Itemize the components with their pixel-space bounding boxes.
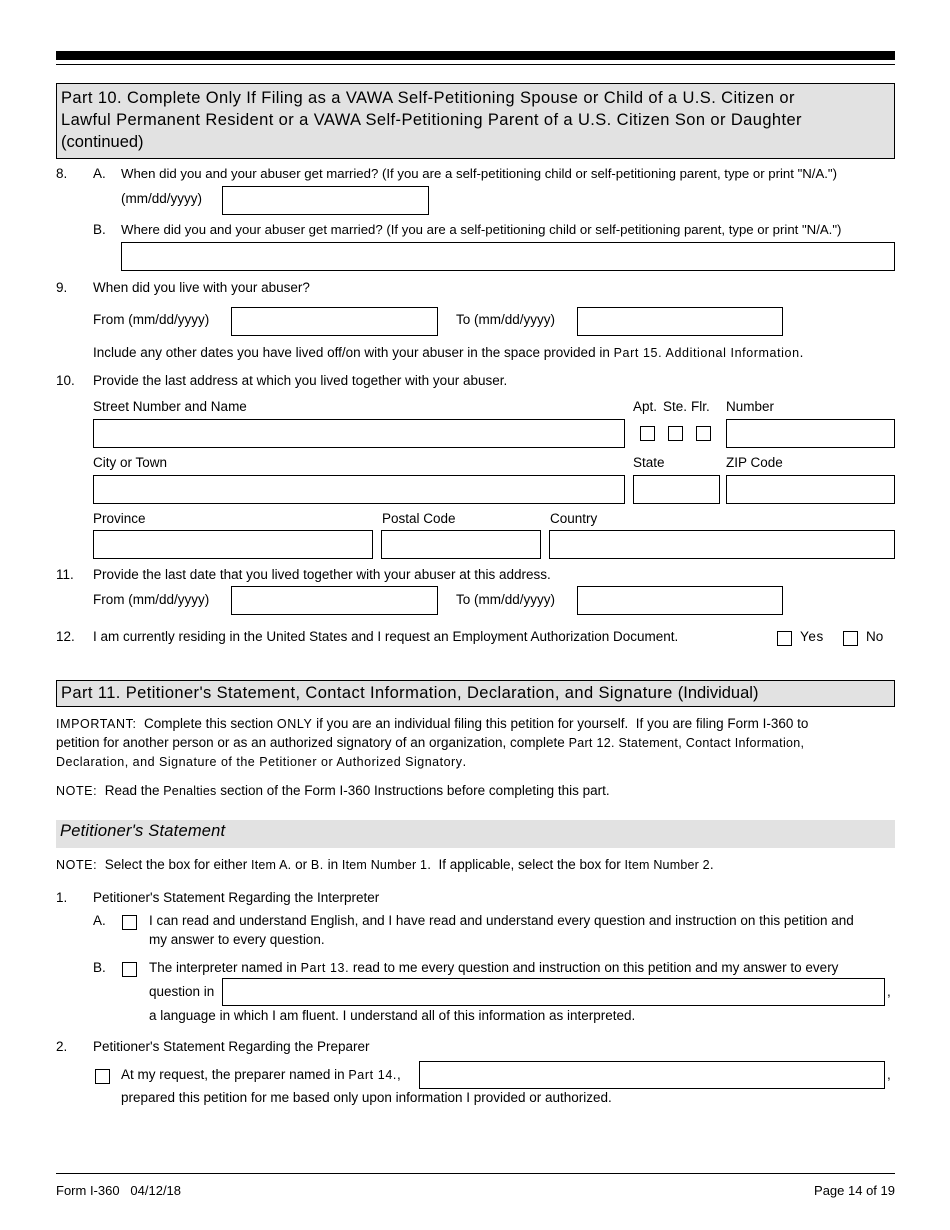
q9-note (93, 344, 803, 362)
statement-heading: Petitioner's Statement (60, 822, 226, 840)
q12-question: I am currently residing in the United States and I request an Employment Authorization Document. (93, 629, 679, 644)
part11-note-b: section of the Form I-360 Instructions before completing this part. (216, 783, 610, 798)
part10-header-line2: Lawful Permanent Resident or a VAWA Self-Petitioning Parent of a U.S. Citizen Son or Daughter (61, 111, 802, 129)
important-ref2: Declaration, and Signature of the Petitioner or Authorized Signatory (56, 755, 463, 769)
ste-label: Ste. (663, 399, 688, 414)
q9-note-ref: Part 15. Additional Information (613, 346, 800, 360)
s1b-text-b: read to me every question and instruction on this petition and my answer to every (349, 960, 839, 975)
part11-note (56, 782, 610, 800)
flr-label: Flr. (691, 399, 710, 414)
important-end: . (462, 754, 467, 769)
q11-to-label: To (mm/dd/yyyy) (456, 592, 556, 607)
s1b-language-input[interactable] (222, 978, 885, 1006)
s2-ref: Part 14. (348, 1068, 397, 1082)
q9-question: When did you live with your abuser? (93, 280, 310, 295)
q9-note-end: . (799, 345, 804, 360)
zip-input[interactable] (726, 475, 895, 504)
q9-to-label: To (mm/dd/yyyy) (456, 312, 556, 327)
statement-note-c: in (323, 857, 342, 872)
q10-number: 10. (56, 373, 75, 388)
important-text-a: Complete this section (136, 716, 277, 731)
q8-number: 8. (56, 166, 68, 181)
part11-note-ref: Penalties (163, 784, 217, 798)
s1b-letter: B. (93, 960, 106, 975)
s2-text-a: At my request, the preparer named in (121, 1067, 349, 1082)
q9-from-label: From (mm/dd/yyyy) (93, 312, 210, 327)
part10-header-line3: (continued) (61, 133, 144, 151)
s1a-checkbox[interactable] (122, 915, 137, 930)
top-rule (56, 51, 895, 60)
q8a-marriage-date-input[interactable] (222, 186, 429, 215)
important-line1 (56, 715, 808, 733)
q10-question: Provide the last address at which you lived together with your abuser. (93, 373, 508, 388)
footer-form-id: Form I-360 04/12/18 (56, 1183, 182, 1198)
q9-from-date-input[interactable] (231, 307, 438, 336)
postal-input[interactable] (381, 530, 541, 559)
statement-note-ref4: Item Number 2 (624, 858, 710, 872)
q11-question: Provide the last date that you lived together with your abuser at this address. (93, 567, 551, 582)
q11-from-label: From (mm/dd/yyyy) (93, 592, 210, 607)
apt-number-input[interactable] (726, 419, 895, 448)
province-label: Province (93, 511, 146, 526)
country-input[interactable] (549, 530, 895, 559)
state-label: State (633, 455, 665, 470)
q11-to-date-input[interactable] (577, 586, 783, 615)
q8a-question: When did you and your abuser get married? (If you are a self-petitioning child or self-petitioning parent, type or print "N/A.") (121, 166, 837, 181)
part11-note-label: NOTE: (56, 784, 98, 798)
ste-checkbox[interactable] (668, 426, 683, 441)
postal-label: Postal Code (382, 511, 456, 526)
statement-note-ref2: B. (310, 858, 324, 872)
footer-rule (56, 1173, 895, 1174)
s1b-comma: , (887, 984, 891, 999)
part11-header (56, 680, 895, 707)
s2-checkbox[interactable] (95, 1069, 110, 1084)
statement-note-e: . (709, 857, 714, 872)
s2-number: 2. (56, 1039, 68, 1054)
s2-line1 (121, 1066, 401, 1084)
s1-number: 1. (56, 890, 68, 905)
state-select[interactable] (633, 475, 720, 504)
q9-number: 9. (56, 280, 68, 295)
province-input[interactable] (93, 530, 373, 559)
s1b-line2-label: question in (149, 984, 215, 999)
statement-subheader (56, 820, 895, 848)
s2-preparer-input[interactable] (419, 1061, 885, 1089)
statement-note (56, 856, 714, 874)
s1b-line1 (149, 959, 838, 977)
s1a-letter: A. (93, 913, 106, 928)
q12-yes-checkbox[interactable] (777, 631, 792, 646)
top-thin-rule (56, 64, 895, 65)
part11-title: Part 11. Petitioner's Statement, Contact Information, Declaration, and Signature (61, 684, 673, 702)
statement-note-b: or (291, 857, 311, 872)
s2-heading: Petitioner's Statement Regarding the Preparer (93, 1039, 370, 1054)
apt-label: Apt. (633, 399, 658, 414)
flr-checkbox[interactable] (696, 426, 711, 441)
q12-yes-label: Yes (800, 629, 824, 644)
s2-text-b: , (396, 1067, 401, 1082)
part11-note-a: Read the (97, 783, 164, 798)
important-line3 (56, 753, 466, 771)
q8a-format-label: (mm/dd/yyyy) (121, 191, 202, 206)
apt-checkbox[interactable] (640, 426, 655, 441)
part11-title-paren: (Individual) (677, 684, 759, 702)
s1b-checkbox[interactable] (122, 962, 137, 977)
part10-header-line1: Part 10. Complete Only If Filing as a VAWA Self-Petitioning Spouse or Child of a U.S. Citizen or (61, 89, 795, 107)
q9-to-date-input[interactable] (577, 307, 783, 336)
s1b-ref: Part 13. (300, 961, 350, 975)
important-text-b: if you are an individual filing this petition for yourself. If you are filing Form I-360 to (312, 716, 809, 731)
s1-heading: Petitioner's Statement Regarding the Interpreter (93, 890, 380, 905)
q8a-letter: A. (93, 166, 106, 181)
s1b-text-a: The interpreter named in (149, 960, 301, 975)
q11-from-date-input[interactable] (231, 586, 438, 615)
s1b-line3: a language in which I am fluent. I understand all of this information as interpreted. (149, 1008, 636, 1023)
statement-note-ref1: Item A. (251, 858, 292, 872)
street-input[interactable] (93, 419, 625, 448)
q9-note-text: Include any other dates you have lived off/on with your abuser in the space provided in (93, 345, 614, 360)
q11-number: 11. (56, 567, 74, 582)
city-input[interactable] (93, 475, 625, 504)
street-label: Street Number and Name (93, 399, 247, 414)
q12-number: 12. (56, 629, 75, 644)
q8b-question: Where did you and your abuser get married? (If you are a self-petitioning child or self-petitioning parent, type or print "N/A.") (121, 222, 842, 237)
important-text-c: petition for another person or as an authorized signatory of an organization, complete (56, 735, 569, 750)
statement-note-label: NOTE: (56, 858, 98, 872)
s2-comma: , (887, 1067, 891, 1082)
country-label: Country (550, 511, 598, 526)
important-line2 (56, 734, 804, 752)
s2-line2: prepared this petition for me based only upon information I provided or authorized. (121, 1090, 612, 1105)
q8b-marriage-place-input[interactable] (121, 242, 895, 271)
city-label: City or Town (93, 455, 168, 470)
statement-note-a: Select the box for either (97, 857, 252, 872)
important-only: ONLY (276, 717, 313, 731)
zip-label: ZIP Code (726, 455, 783, 470)
statement-note-ref3: Item Number 1 (341, 858, 428, 872)
s1a-line2: my answer to every question. (149, 932, 325, 947)
q12-no-checkbox[interactable] (843, 631, 858, 646)
q8b-letter: B. (93, 222, 106, 237)
q12-no-label: No (866, 629, 884, 644)
important-ref1: Part 12. Statement, Contact Information, (568, 736, 805, 750)
number-label: Number (726, 399, 775, 414)
statement-note-d: . If applicable, select the box for (427, 857, 625, 872)
part10-header (56, 83, 895, 159)
s1a-line1: I can read and understand English, and I have read and understand every question and instruction on this petition and (149, 913, 854, 928)
footer-page-number: Page 14 of 19 (814, 1183, 895, 1198)
important-label: IMPORTANT: (56, 717, 137, 731)
